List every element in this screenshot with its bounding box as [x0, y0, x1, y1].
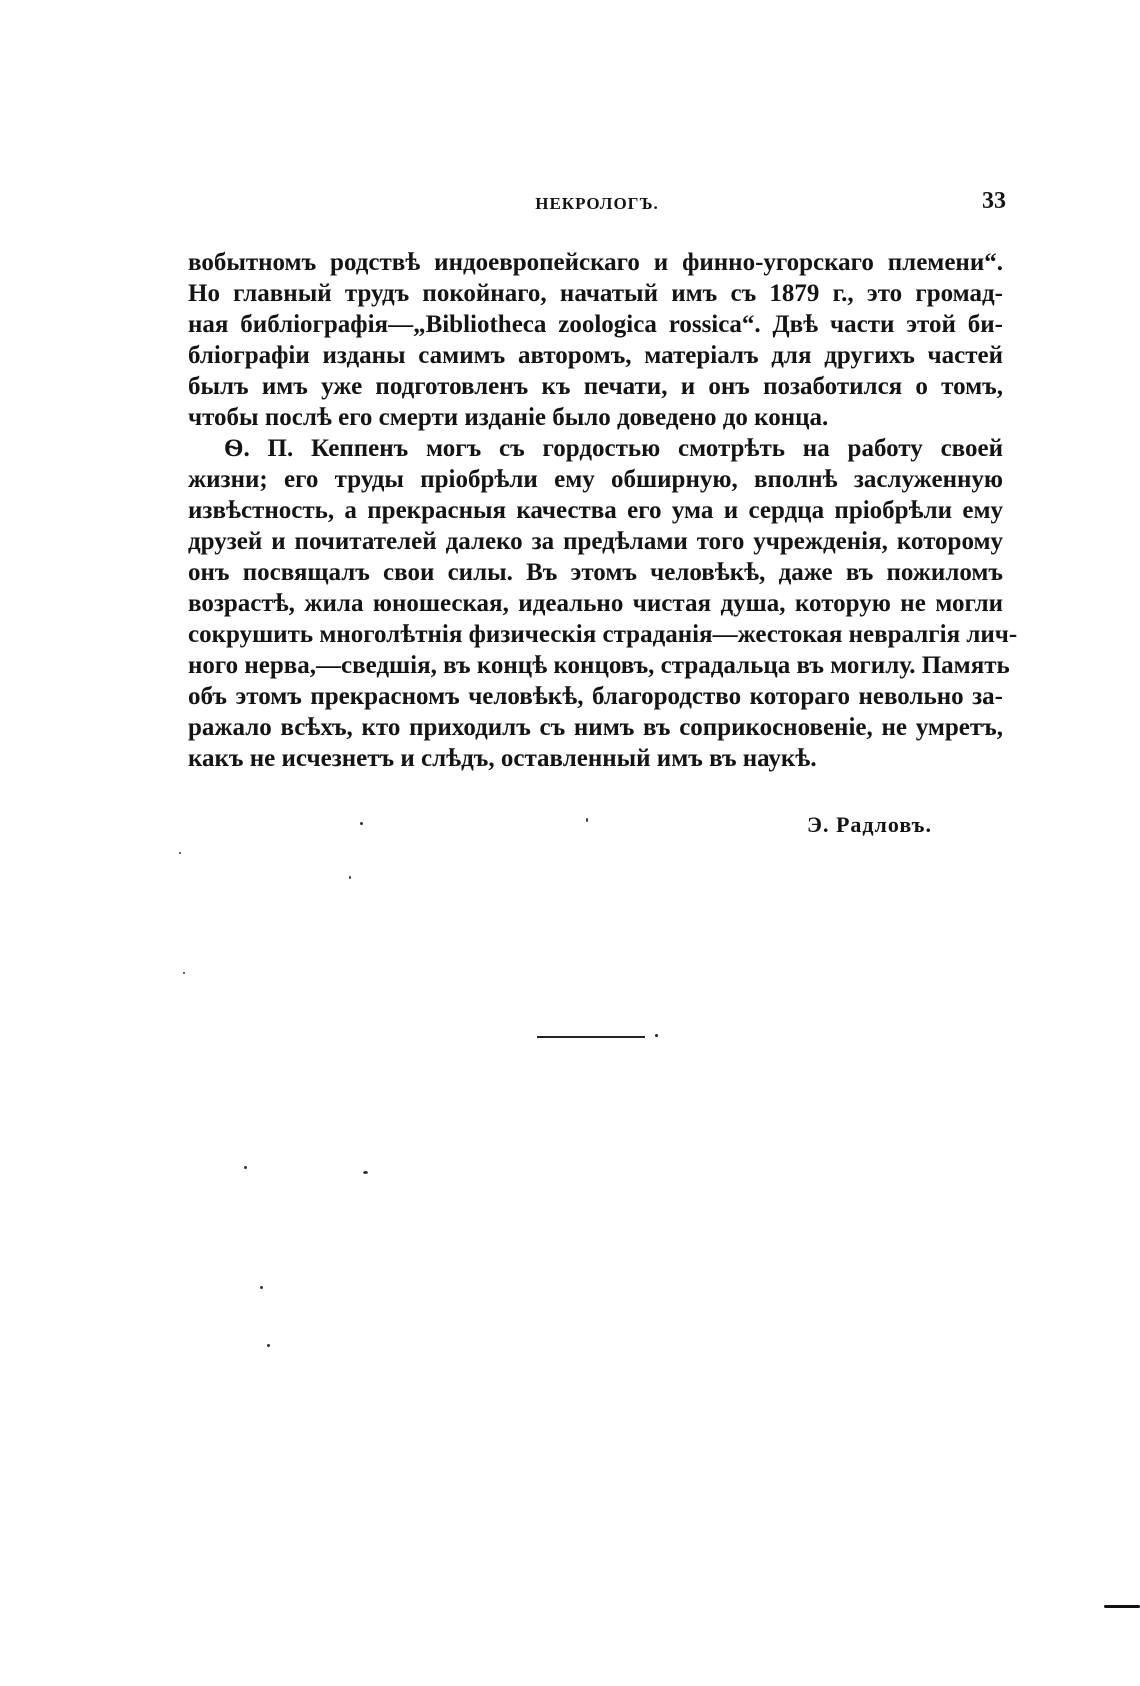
running-head [188, 188, 1006, 222]
text-line: бліографіи изданы самимъ авторомъ, матеріалъ для другихъ частей [188, 342, 1003, 369]
scan-speck [244, 1166, 247, 1169]
scan-edge-mark [1104, 1605, 1140, 1608]
scan-speck [183, 972, 185, 974]
text-line: Ѳ. П. Кеппенъ могъ съ гордостью смотрѣть на работу своей [224, 435, 1003, 462]
text-line: ного нерва,—сведшія, въ концѣ концовъ, страдальца въ могилу. Память [188, 652, 1010, 679]
scan-speck [260, 1286, 263, 1289]
scan-speck [267, 1344, 270, 1347]
paragraph-2 [188, 433, 1018, 774]
scan-speck [586, 818, 588, 822]
body-text [188, 247, 1018, 774]
scan-speck [360, 822, 363, 825]
text-line: объ этомъ прекрасномъ человѣкѣ, благородство котораго невольно за- [188, 683, 1003, 710]
scan-speck [179, 852, 181, 854]
running-title: НЕКРОЛОГЪ. [535, 194, 659, 213]
text-line: чтобы послѣ его смерти изданіе было доведено до конца. [188, 404, 829, 431]
text-line: возрастѣ, жила юношеская, идеально чистая душа, которую не могли [188, 590, 1003, 617]
text-line: Но главный трудъ покойнаго, начатый имъ съ 1879 г., это громад- [188, 280, 1003, 307]
text-line: ная библіографія—„Bibliotheca zoologica rossica“. Двѣ части этой би- [188, 311, 1003, 338]
text-line: жизни; его труды пріобрѣли ему обширную, вполнѣ заслуженную [188, 466, 1003, 493]
text-line: какъ не исчезнетъ и слѣдъ, оставленный имъ въ наукѣ. [188, 745, 817, 772]
end-rule-dot [655, 1034, 658, 1037]
text-line: онъ посвящалъ свои силы. Въ этомъ человѣкѣ, даже въ пожиломъ [188, 559, 1003, 586]
paragraph-1 [188, 247, 1003, 433]
text-line: извѣстность, а прекрасныя качества его ума и сердца пріобрѣли ему [188, 497, 1003, 524]
page-number: 33 [982, 188, 1006, 214]
text-line: друзей и почитателей далеко за предѣлами того учрежденія, которому [188, 528, 1003, 555]
text-line: ражало всѣхъ, кто приходилъ съ нимъ въ соприкосновеніе, не умретъ, [188, 714, 1003, 741]
author-signature: Э. Радловъ. [807, 812, 932, 837]
text-line: сокрушить многолѣтнія физическія страданія—жестокая невралгія лич- [188, 621, 1018, 648]
scan-speck [363, 1171, 368, 1174]
end-rule-divider [537, 1036, 645, 1038]
text-line: вобытномъ родствѣ индоевропейскаго и финно-угорскаго племени“. [188, 249, 1003, 276]
text-line: былъ имъ уже подготовленъ къ печати, и онъ позаботился о томъ, [188, 373, 1003, 400]
scan-speck [349, 876, 351, 879]
